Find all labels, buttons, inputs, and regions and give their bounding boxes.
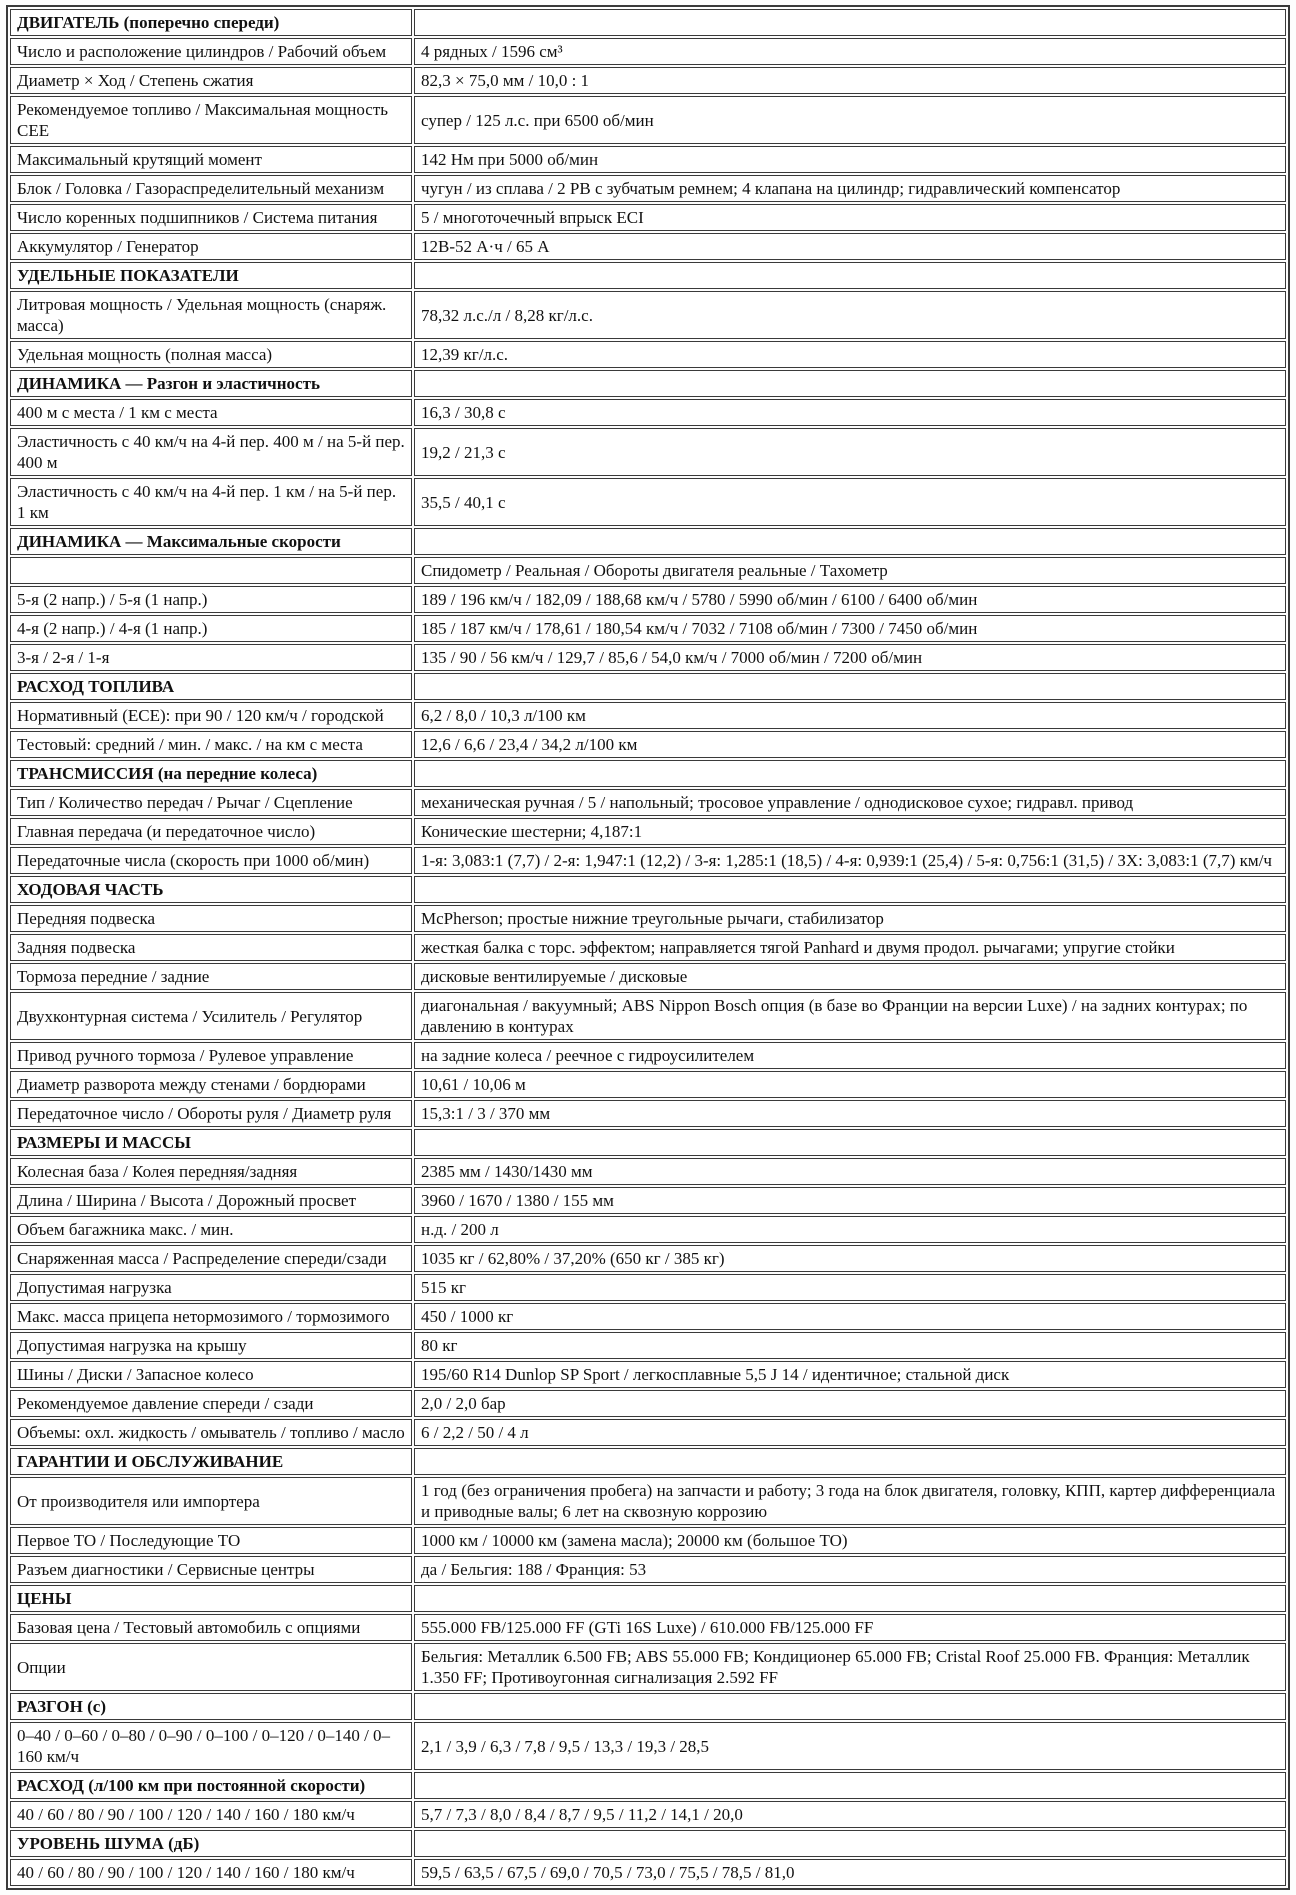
section-row (10, 1772, 1286, 1799)
spec-value-cell: 3960 / 1670 / 1380 / 155 мм (414, 1187, 1286, 1214)
spec-row (10, 1643, 1286, 1691)
spec-row (10, 1332, 1286, 1359)
spec-row (10, 905, 1286, 932)
spec-value-cell: Бельгия: Металлик 6.500 FB; ABS 55.000 FB; Кондиционер 65.000 FB; Cristal Roof 25.000 FB. Франция: Металлик 1.350 FF; Противоугонная сигнализация 2.592 FF (414, 1643, 1286, 1691)
spec-value-cell (414, 1830, 1286, 1857)
spec-row (10, 428, 1286, 476)
spec-value-cell: 59,5 / 63,5 / 67,5 / 69,0 / 70,5 / 73,0 / 75,5 / 78,5 / 81,0 (414, 1859, 1286, 1886)
spec-label-cell: 5-я (2 напр.) / 5-я (1 напр.) (10, 586, 412, 613)
section-header-cell: ЦЕНЫ (10, 1585, 412, 1612)
spec-label-cell: 400 м с места / 1 км с места (10, 399, 412, 426)
spec-row (10, 399, 1286, 426)
spec-label-cell: Рекомендуемое давление спереди / сзади (10, 1390, 412, 1417)
spec-value-cell: 4 рядных / 1596 см³ (414, 38, 1286, 65)
spec-row (10, 1614, 1286, 1641)
section-header-cell: ДВИГАТЕЛЬ (поперечно спереди) (10, 9, 412, 36)
spec-value-cell: диагональная / вакуумный; ABS Nippon Bosch опция (в базе во Франции на версии Luxe) / на задних контурах; по давлению в контурах (414, 992, 1286, 1040)
spec-value-cell: 80 кг (414, 1332, 1286, 1359)
spec-row (10, 847, 1286, 874)
spec-row (10, 478, 1286, 526)
spec-value-cell: 19,2 / 21,3 с (414, 428, 1286, 476)
spec-label-cell: Допустимая нагрузка на крышу (10, 1332, 412, 1359)
spec-label-cell: Главная передача (и передаточное число) (10, 818, 412, 845)
spec-row (10, 789, 1286, 816)
spec-value-cell (414, 1448, 1286, 1475)
spec-label-cell: Базовая цена / Тестовый автомобиль с опциями (10, 1614, 412, 1641)
spec-value-cell: 142 Нм при 5000 об/мин (414, 146, 1286, 173)
spec-label-cell: Эластичность с 40 км/ч на 4-й пер. 400 м / на 5-й пер. 400 м (10, 428, 412, 476)
spec-row (10, 1187, 1286, 1214)
section-header-cell: ДИНАМИКА — Максимальные скорости (10, 528, 412, 555)
spec-value-cell: Спидометр / Реальная / Обороты двигателя реальные / Тахометр (414, 557, 1286, 584)
spec-row (10, 233, 1286, 260)
spec-value-cell: 189 / 196 км/ч / 182,09 / 188,68 км/ч / 5780 / 5990 об/мин / 6100 / 6400 об/мин (414, 586, 1286, 613)
spec-row (10, 204, 1286, 231)
spec-label-cell: Разъем диагностики / Сервисные центры (10, 1556, 412, 1583)
spec-label-cell: Максимальный крутящий момент (10, 146, 412, 173)
spec-value-cell: 12,6 / 6,6 / 23,4 / 34,2 л/100 км (414, 731, 1286, 758)
spec-value-cell: 6,2 / 8,0 / 10,3 л/100 км (414, 702, 1286, 729)
spec-label-cell: Число и расположение цилиндров / Рабочий объем (10, 38, 412, 65)
spec-row (10, 992, 1286, 1040)
spec-label-cell: Передаточное число / Обороты руля / Диаметр руля (10, 1100, 412, 1127)
spec-label-cell: Диаметр разворота между стенами / бордюрами (10, 1071, 412, 1098)
spec-row (10, 1303, 1286, 1330)
spec-value-cell: 15,3:1 / 3 / 370 мм (414, 1100, 1286, 1127)
section-row (10, 1585, 1286, 1612)
spec-row (10, 1158, 1286, 1185)
spec-value-cell (414, 262, 1286, 289)
spec-row (10, 731, 1286, 758)
spec-label-cell: Тестовый: средний / мин. / макс. / на км с места (10, 731, 412, 758)
spec-row (10, 1042, 1286, 1069)
spec-row (10, 175, 1286, 202)
spec-row (10, 702, 1286, 729)
spec-value-cell: н.д. / 200 л (414, 1216, 1286, 1243)
spec-value-cell (414, 876, 1286, 903)
spec-label-cell: Опции (10, 1643, 412, 1691)
spec-value-cell (414, 1129, 1286, 1156)
spec-label-cell: Аккумулятор / Генератор (10, 233, 412, 260)
section-header-cell: ГАРАНТИИ И ОБСЛУЖИВАНИЕ (10, 1448, 412, 1475)
spec-value-cell: 195/60 R14 Dunlop SP Sport / легкосплавные 5,5 J 14 / идентичное; стальной диск (414, 1361, 1286, 1388)
section-header-cell: ДИНАМИКА — Разгон и эластичность (10, 370, 412, 397)
spec-row (10, 818, 1286, 845)
section-row (10, 876, 1286, 903)
spec-label-cell: Эластичность с 40 км/ч на 4-й пер. 1 км / на 5-й пер. 1 км (10, 478, 412, 526)
spec-value-cell (414, 528, 1286, 555)
spec-value-cell (414, 370, 1286, 397)
section-header-cell: ХОДОВАЯ ЧАСТЬ (10, 876, 412, 903)
spec-row (10, 1556, 1286, 1583)
spec-value-cell: 35,5 / 40,1 с (414, 478, 1286, 526)
spec-value-cell: 1035 кг / 62,80% / 37,20% (650 кг / 385 кг) (414, 1245, 1286, 1272)
section-header-cell: УРОВЕНЬ ШУМА (дБ) (10, 1830, 412, 1857)
spec-value-cell: 2385 мм / 1430/1430 мм (414, 1158, 1286, 1185)
spec-label-cell: Тормоза передние / задние (10, 963, 412, 990)
spec-label-cell: Снаряженная масса / Распределение спереди/сзади (10, 1245, 412, 1272)
spec-label-cell: 3-я / 2-я / 1-я (10, 644, 412, 671)
spec-row (10, 1274, 1286, 1301)
section-row (10, 370, 1286, 397)
spec-row (10, 1361, 1286, 1388)
spec-row (10, 67, 1286, 94)
spec-table-body (10, 9, 1286, 1886)
spec-row (10, 1071, 1286, 1098)
spec-value-cell: 12,39 кг/л.с. (414, 341, 1286, 368)
spec-value-cell: 135 / 90 / 56 км/ч / 129,7 / 85,6 / 54,0 км/ч / 7000 об/мин / 7200 об/мин (414, 644, 1286, 671)
section-row (10, 9, 1286, 36)
spec-value-cell: 12В-52 А·ч / 65 А (414, 233, 1286, 260)
spec-row (10, 1419, 1286, 1446)
spec-value-cell: 450 / 1000 кг (414, 1303, 1286, 1330)
spec-value-cell: Конические шестерни; 4,187:1 (414, 818, 1286, 845)
section-header-cell: ТРАНСМИССИЯ (на передние колеса) (10, 760, 412, 787)
spec-label-cell: Передаточные числа (скорость при 1000 об/мин) (10, 847, 412, 874)
spec-label-cell: Первое ТО / Последующие ТО (10, 1527, 412, 1554)
section-row (10, 1830, 1286, 1857)
section-header-cell: УДЕЛЬНЫЕ ПОКАЗАТЕЛИ (10, 262, 412, 289)
spec-value-cell: да / Бельгия: 188 / Франция: 53 (414, 1556, 1286, 1583)
section-row (10, 528, 1286, 555)
spec-label-cell: Литровая мощность / Удельная мощность (снаряж. масса) (10, 291, 412, 339)
spec-label-cell (10, 557, 412, 584)
spec-value-cell (414, 1585, 1286, 1612)
spec-row (10, 1100, 1286, 1127)
spec-row (10, 1859, 1286, 1886)
spec-label-cell: Привод ручного тормоза / Рулевое управление (10, 1042, 412, 1069)
spec-value-cell: 1-я: 3,083:1 (7,7) / 2-я: 1,947:1 (12,2) / 3-я: 1,285:1 (18,5) / 4-я: 0,939:1 (25,4) / 5-я: 0,756:1 (31,5) / ЗХ: 3,083:1 (7,7) км/ч (414, 847, 1286, 874)
spec-row (10, 291, 1286, 339)
spec-value-cell: 78,32 л.с./л / 8,28 кг/л.с. (414, 291, 1286, 339)
car-spec-table (6, 5, 1290, 1890)
spec-value-cell (414, 1693, 1286, 1720)
spec-label-cell: 40 / 60 / 80 / 90 / 100 / 120 / 140 / 160 / 180 км/ч (10, 1801, 412, 1828)
spec-row (10, 38, 1286, 65)
spec-label-cell: Объемы: охл. жидкость / омыватель / топливо / масло (10, 1419, 412, 1446)
spec-label-cell: Диаметр × Ход / Степень сжатия (10, 67, 412, 94)
spec-value-cell: 515 кг (414, 1274, 1286, 1301)
spec-value-cell: 82,3 × 75,0 мм / 10,0 : 1 (414, 67, 1286, 94)
spec-label-cell: 40 / 60 / 80 / 90 / 100 / 120 / 140 / 160 / 180 км/ч (10, 1859, 412, 1886)
spec-label-cell: Шины / Диски / Запасное колесо (10, 1361, 412, 1388)
spec-row (10, 615, 1286, 642)
spec-value-cell (414, 1772, 1286, 1799)
section-row (10, 1448, 1286, 1475)
spec-value-cell: механическая ручная / 5 / напольный; тросовое управление / однодисковое сухое; гидравл. привод (414, 789, 1286, 816)
section-header-cell: РАСХОД ТОПЛИВА (10, 673, 412, 700)
spec-label-cell: Передняя подвеска (10, 905, 412, 932)
spec-label-cell: Нормативный (ЕСЕ): при 90 / 120 км/ч / городской (10, 702, 412, 729)
spec-label-cell: Допустимая нагрузка (10, 1274, 412, 1301)
section-row (10, 673, 1286, 700)
spec-row (10, 341, 1286, 368)
spec-row (10, 934, 1286, 961)
spec-row (10, 146, 1286, 173)
spec-label-cell: Задняя подвеска (10, 934, 412, 961)
spec-label-cell: Число коренных подшипников / Система питания (10, 204, 412, 231)
section-row (10, 1693, 1286, 1720)
section-header-cell: РАЗМЕРЫ И МАССЫ (10, 1129, 412, 1156)
spec-value-cell: 2,1 / 3,9 / 6,3 / 7,8 / 9,5 / 13,3 / 19,3 / 28,5 (414, 1722, 1286, 1770)
spec-value-cell: 5 / многоточечный впрыск ECI (414, 204, 1286, 231)
spec-row (10, 96, 1286, 144)
spec-value-cell: 185 / 187 км/ч / 178,61 / 180,54 км/ч / 7032 / 7108 об/мин / 7300 / 7450 об/мин (414, 615, 1286, 642)
spec-value-cell: супер / 125 л.с. при 6500 об/мин (414, 96, 1286, 144)
section-row (10, 760, 1286, 787)
spec-value-cell: McPherson; простые нижние треугольные рычаги, стабилизатор (414, 905, 1286, 932)
spec-label-cell: Удельная мощность (полная масса) (10, 341, 412, 368)
spec-row (10, 1477, 1286, 1525)
section-header-cell: РАСХОД (л/100 км при постоянной скорости) (10, 1772, 412, 1799)
spec-label-cell: Длина / Ширина / Высота / Дорожный просвет (10, 1187, 412, 1214)
spec-row (10, 1390, 1286, 1417)
spec-label-cell: Блок / Головка / Газораспределительный механизм (10, 175, 412, 202)
spec-label-cell: От производителя или импортера (10, 1477, 412, 1525)
spec-label-cell: Макс. масса прицепа нетормозимого / тормозимого (10, 1303, 412, 1330)
spec-label-cell: Тип / Количество передач / Рычаг / Сцепление (10, 789, 412, 816)
spec-row (10, 1801, 1286, 1828)
spec-value-cell: 6 / 2,2 / 50 / 4 л (414, 1419, 1286, 1446)
spec-value-cell: 16,3 / 30,8 с (414, 399, 1286, 426)
spec-value-cell: 10,61 / 10,06 м (414, 1071, 1286, 1098)
section-header-cell: РАЗГОН (с) (10, 1693, 412, 1720)
spec-label-cell: Объем багажника макс. / мин. (10, 1216, 412, 1243)
spec-label-cell: 4-я (2 напр.) / 4-я (1 напр.) (10, 615, 412, 642)
spec-value-cell: 1 год (без ограничения пробега) на запчасти и работу; 3 года на блок двигателя, головку, КПП, картер дифференциала и приводные валы; 6 лет на сквозную коррозию (414, 1477, 1286, 1525)
spec-value-cell: на задние колеса / реечное с гидроусилителем (414, 1042, 1286, 1069)
section-row (10, 262, 1286, 289)
spec-value-cell: 5,7 / 7,3 / 8,0 / 8,4 / 8,7 / 9,5 / 11,2 / 14,1 / 20,0 (414, 1801, 1286, 1828)
spec-row (10, 1245, 1286, 1272)
spec-row (10, 963, 1286, 990)
spec-value-cell: дисковые вентилируемые / дисковые (414, 963, 1286, 990)
spec-row (10, 1216, 1286, 1243)
spec-label-cell: Двухконтурная система / Усилитель / Регулятор (10, 992, 412, 1040)
spec-value-cell (414, 760, 1286, 787)
spec-label-cell: 0–40 / 0–60 / 0–80 / 0–90 / 0–100 / 0–120 / 0–140 / 0–160 км/ч (10, 1722, 412, 1770)
spec-row (10, 557, 1286, 584)
spec-value-cell: 2,0 / 2,0 бар (414, 1390, 1286, 1417)
spec-row (10, 1527, 1286, 1554)
spec-value-cell: 555.000 FB/125.000 FF (GTi 16S Luxe) / 610.000 FB/125.000 FF (414, 1614, 1286, 1641)
spec-value-cell (414, 673, 1286, 700)
spec-label-cell: Колесная база / Колея передняя/задняя (10, 1158, 412, 1185)
spec-row (10, 586, 1286, 613)
spec-value-cell: 1000 км / 10000 км (замена масла); 20000 км (большое ТО) (414, 1527, 1286, 1554)
spec-value-cell (414, 9, 1286, 36)
section-row (10, 1129, 1286, 1156)
spec-row (10, 644, 1286, 671)
spec-value-cell: жесткая балка с торс. эффектом; направляется тягой Panhard и двумя продол. рычагами; упругие стойки (414, 934, 1286, 961)
spec-label-cell: Рекомендуемое топливо / Максимальная мощность CEE (10, 96, 412, 144)
spec-value-cell: чугун / из сплава / 2 РВ с зубчатым ремнем; 4 клапана на цилиндр; гидравлический компенсатор (414, 175, 1286, 202)
spec-row (10, 1722, 1286, 1770)
